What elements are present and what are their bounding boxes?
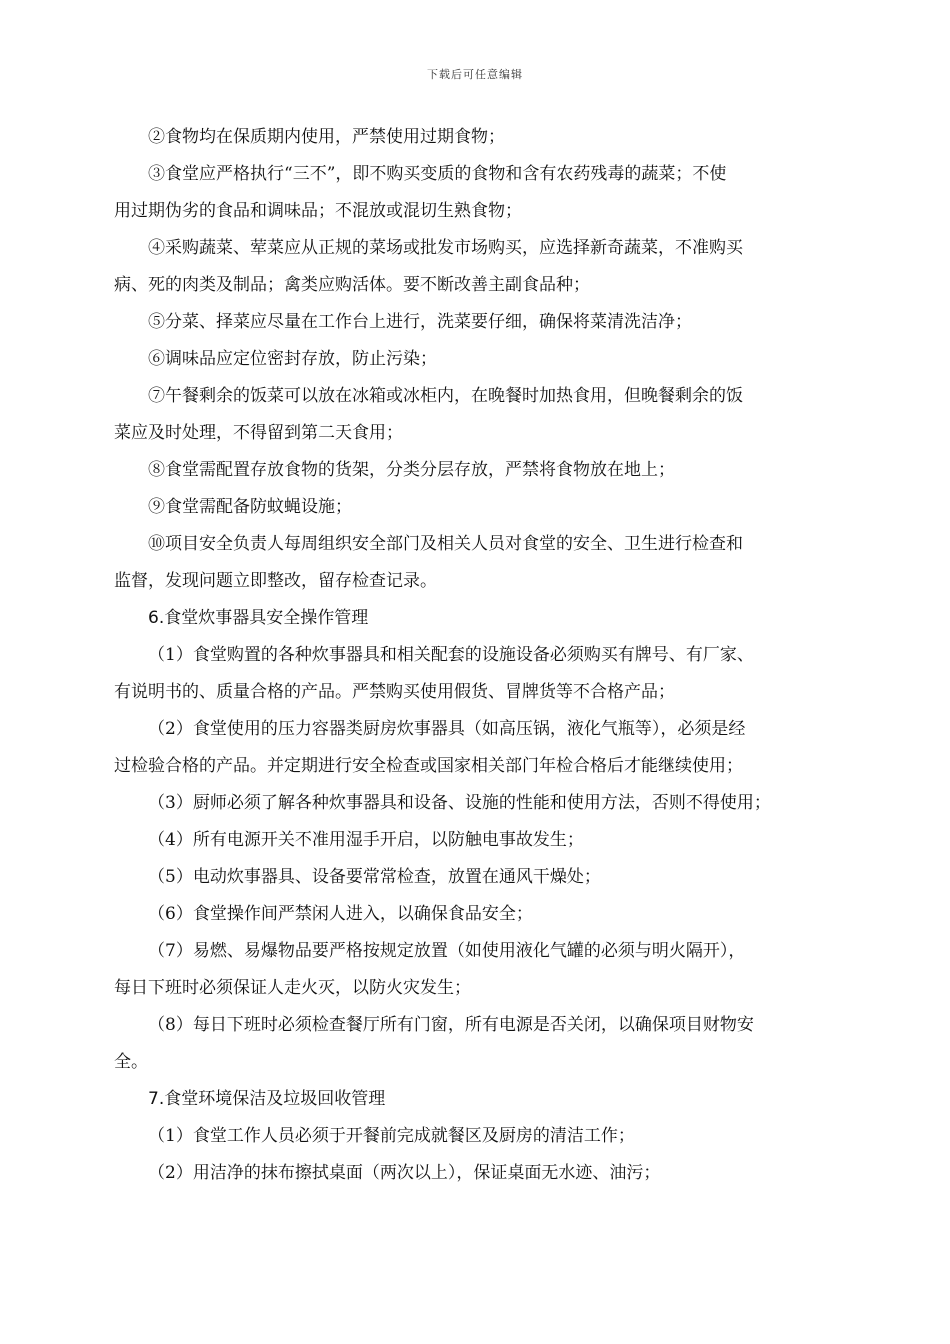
list-item: （4）所有电源开关不准用湿手开启，以防触电事故发生； — [148, 830, 584, 850]
list-item: ③食堂应严格执行“三不”，即不购买变质的食物和含有农药残毒的蔬菜；不使 用过期伪劣的食品和调味品；不混放或混切生熟食物； — [114, 164, 727, 221]
list-item: ⑤分菜、择菜应尽量在工作台上进行，洗菜要仔细，确保将菜清洗洁净； — [148, 312, 692, 332]
list-item: ⑥调味品应定位密封存放，防止污染； — [148, 349, 437, 369]
list-item: ⑧食堂需配置存放食物的货架，分类分层存放，严禁将食物放在地上； — [148, 460, 675, 480]
list-item: （8）每日下班时必须检查餐厅所有门窗，所有电源是否关闭，以确保项目财物安 全。 — [114, 1015, 754, 1072]
list-item: （2）用洁净的抹布擦拭桌面（两次以上），保证桌面无水迹、油污； — [148, 1163, 661, 1183]
list-item: （6）食堂操作间严禁闲人进入，以确保食品安全； — [148, 904, 533, 924]
list-item: ⑨食堂需配备防蚊蝇设施； — [148, 497, 352, 517]
list-item: （7）易燃、易爆物品要严格按规定放置（如使用液化气罐的必须与明火隔开）， 每日下班时必须保证人走火灭，以防火灾发生； — [114, 941, 746, 998]
list-item: ④采购蔬菜、荤菜应从正规的菜场或批发市场购买，应选择新奇蔬菜，不准购买 病、死的肉类及制品；禽类应购活体。要不断改善主副食品种； — [114, 238, 743, 295]
list-item: （5）电动炊事器具、设备要常常检查，放置在通风干燥处； — [148, 867, 601, 887]
section-heading: 7.食堂环境保洁及垃圾回收管理 — [148, 1089, 386, 1109]
list-item: ⑦午餐剩余的饭菜可以放在冰箱或冰柜内，在晚餐时加热食用，但晚餐剩余的饭 菜应及时处理，不得留到第二天食用； — [114, 386, 743, 443]
page-header: 下载后可任意编辑 — [427, 68, 523, 81]
list-item: （3）厨师必须了解各种炊事器具和设备、设施的性能和使用方法，否则不得使用； — [148, 793, 771, 813]
document-body — [114, 119, 840, 1192]
list-item: （1）食堂工作人员必须于开餐前完成就餐区及厨房的清洁工作； — [148, 1126, 635, 1146]
list-item: （2）食堂使用的压力容器类厨房炊事器具（如高压锅，液化气瓶等），必须是经 过检验合格的产品。并定期进行安全检查或国家相关部门年检合格后才能继续使用； — [114, 719, 746, 776]
list-item: ⑩项目安全负责人每周组织安全部门及相关人员对食堂的安全、卫生进行检查和 监督，发现问题立即整改，留存检查记录。 — [114, 534, 743, 591]
list-item: ②食物均在保质期内使用，严禁使用过期食物； — [148, 127, 505, 147]
section-heading: 6.食堂炊事器具安全操作管理 — [148, 608, 369, 628]
list-item: （1）食堂购置的各种炊事器具和相关配套的设施设备必须购买有牌号、有厂家、 有说明书的、质量合格的产品。严禁购买使用假货、冒牌货等不合格产品； — [114, 645, 754, 702]
